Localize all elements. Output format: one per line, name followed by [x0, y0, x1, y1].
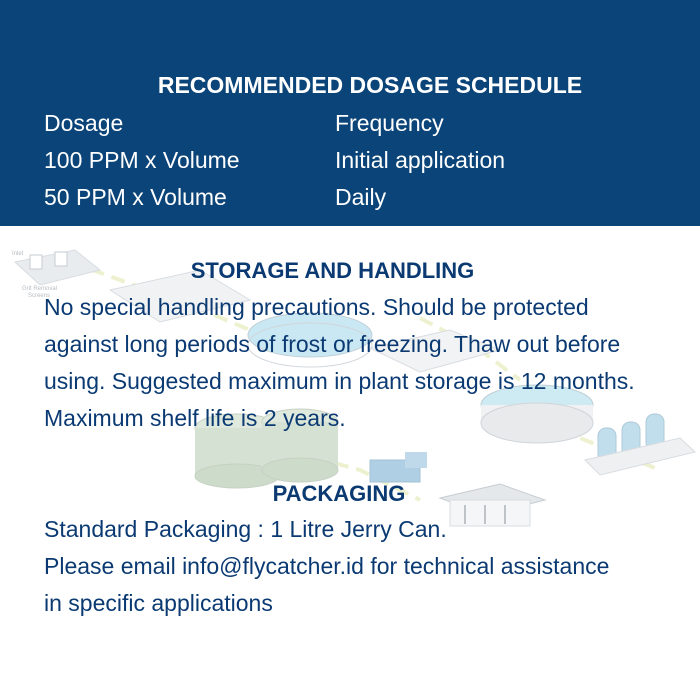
storage-text: [44, 289, 635, 437]
dosage-schedule-title: RECOMMENDED DOSAGE SCHEDULE: [157, 72, 583, 98]
frequency-cell: Daily: [335, 184, 387, 210]
frequency-header: Frequency: [335, 110, 444, 136]
packaging-title: PACKAGING: [272, 481, 406, 506]
dosage-schedule-panel: [0, 0, 700, 226]
text-line: against long periods of frost or freezing. Thaw out before: [44, 331, 621, 357]
text-line: using. Suggested maximum in plant storage is 12 months.: [44, 368, 635, 394]
storage-title: STORAGE AND HANDLING: [190, 258, 475, 283]
text-line: Maximum shelf life is 2 years.: [44, 405, 346, 431]
text-line: No special handling precautions. Should be protected: [44, 294, 589, 320]
dosage-cell: 100 PPM x Volume: [44, 147, 240, 173]
frequency-cell: Initial application: [335, 147, 506, 173]
dosage-cell: 50 PPM x Volume: [44, 184, 227, 210]
packaging-text: [44, 511, 609, 622]
illustration-label: Inlet: [12, 251, 24, 257]
dosage-header: Dosage: [44, 110, 124, 136]
illustration-label: Grit Removal: [22, 286, 58, 292]
illustration-label: Screens: [28, 293, 51, 299]
text-line: Please email info@flycatcher.id for technical assistance: [44, 553, 610, 579]
text-line: Standard Packaging : 1 Litre Jerry Can.: [44, 516, 447, 542]
text-line: in specific applications: [44, 590, 273, 616]
